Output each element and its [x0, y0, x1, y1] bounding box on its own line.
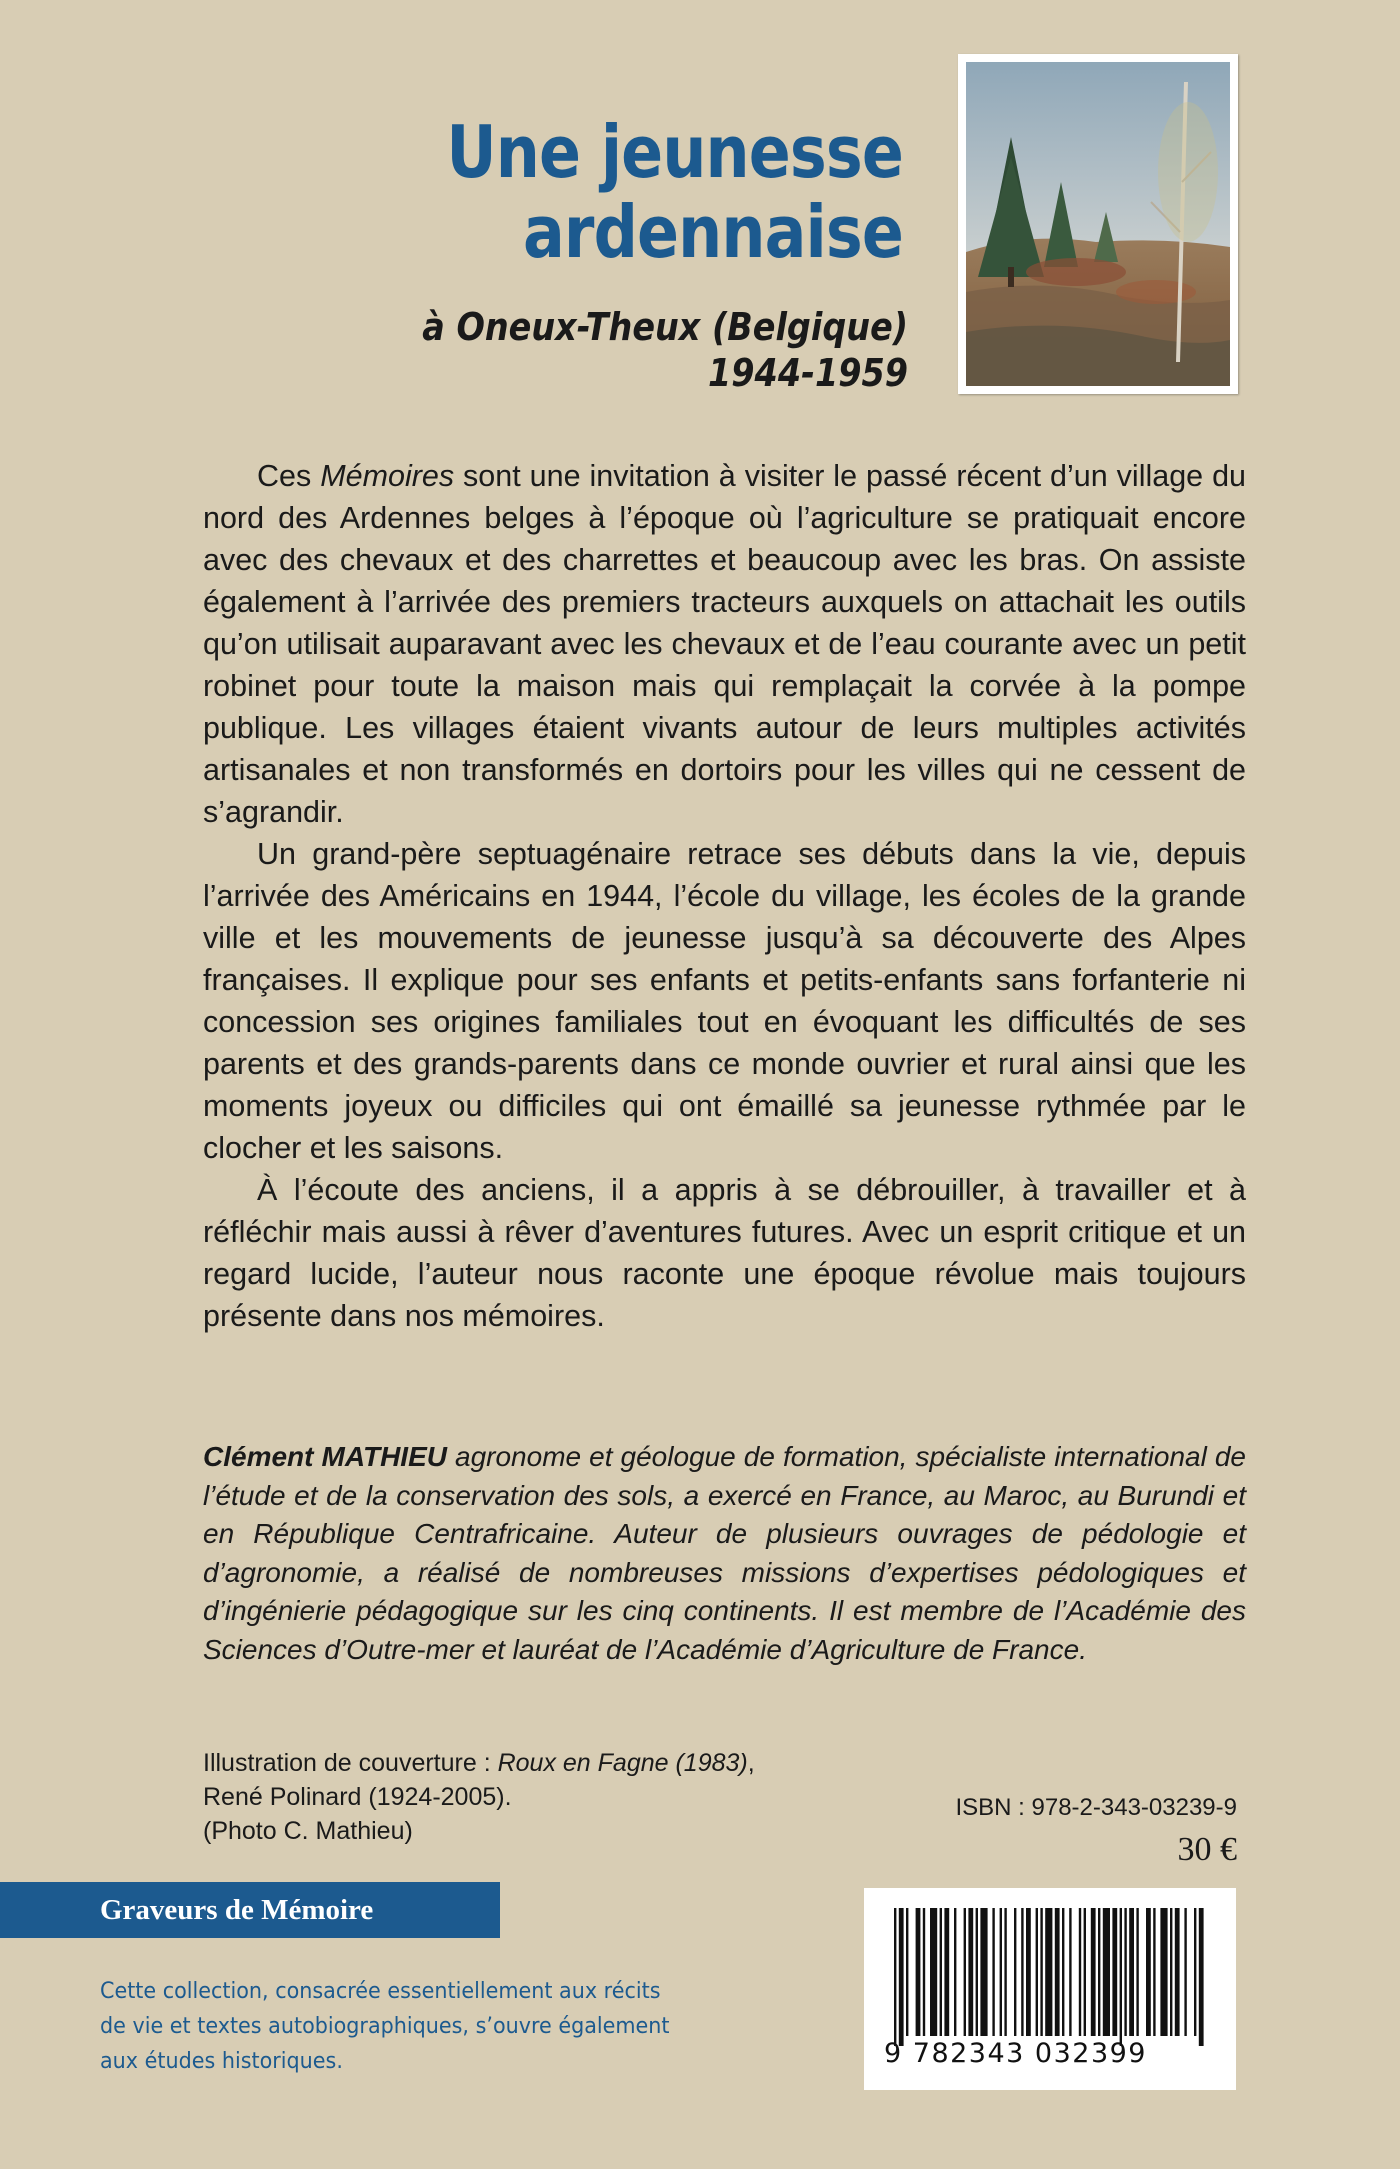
barcode-bar [1026, 1908, 1031, 2036]
barcode-bar [1199, 1908, 1204, 2046]
author-bio [203, 1438, 1246, 1669]
credit-work: Roux en Fagne (1983) [497, 1749, 748, 1777]
barcode-bar [894, 1908, 896, 2046]
blurb-paragraph-1 [203, 455, 1246, 833]
barcode-bar [1120, 1908, 1122, 2046]
collection-banner [0, 1882, 500, 1938]
title-line-2: ardennaise [522, 190, 903, 274]
barcode-bar [964, 1908, 966, 2036]
credit-photo: (Photo C. Mathieu) [203, 1817, 413, 1845]
barcode-bar [954, 1908, 956, 2036]
subtitle-line-2: 1944-1959 [707, 351, 908, 395]
barcode-bar [1153, 1908, 1155, 2036]
barcode-bar [1084, 1908, 1086, 2036]
barcode-bar [1021, 1908, 1023, 2036]
barcode-bar [1124, 1908, 1126, 2036]
price: 30 € [1177, 1831, 1237, 1868]
barcode-bar [976, 1908, 978, 2036]
book-title [446, 112, 903, 272]
barcode-bar [1103, 1908, 1110, 2036]
blurb-p1-start: Ces [257, 459, 321, 493]
barcode-bar [916, 1908, 921, 2036]
blurb-paragraph-3: À l’écoute des anciens, il a appris à se débrouiller, à travailler et à réfléchir mais aussi à rêver d’aventures futures. Avec un esprit critique et un regard lucide, l’auteur nous raconte une époque révolue mais toujours présente dans nos mémoires. [203, 1173, 1246, 1333]
barcode-bar [1055, 1908, 1060, 2036]
barcode-bar [1170, 1908, 1172, 2036]
barcode-bar [1175, 1908, 1180, 2036]
barcode-bar [1146, 1908, 1151, 2036]
landscape-painting-image [966, 62, 1230, 386]
barcode-bar [1136, 1908, 1138, 2036]
credit-comma: , [747, 1749, 755, 1777]
barcode-bar [930, 1908, 937, 2036]
blurb-p1-italic: Mémoires [320, 459, 455, 493]
barcode-bar [1079, 1908, 1081, 2036]
blurb [203, 455, 1246, 1337]
barcode-bar [1194, 1908, 1196, 2036]
barcode-bar [1000, 1908, 1002, 2036]
credit-artist: René Polinard (1924-2005). [203, 1783, 512, 1811]
blurb-paragraph-2: Un grand-père septuagénaire retrace ses débuts dans la vie, depuis l’arrivée des Américains en 1944, l’école du village, les écoles de la grande ville et les mouvements de jeunesse jusqu’à sa découverte des Alpes françaises. Il explique pour ses enfants et petits-enfants sans forfanterie ni concession ses origines familiales tout en évoquant les difficultés de ses parents et des grands-parents dans ce monde ouvrier et rural ainsi que les moments joyeux ou difficiles qui ont émaillé sa jeunesse rythmée par le clocher et les saisons. [203, 837, 1246, 1165]
title-line-1: Une jeunesse [446, 110, 903, 194]
cover-painting [958, 54, 1238, 394]
barcode [864, 1888, 1236, 2090]
subtitle-line-1: à Oneux-Theux (Belgique) [422, 305, 908, 349]
barcode-bar [968, 1908, 973, 2036]
barcode-bar [1098, 1908, 1100, 2036]
barcode-bar [992, 1908, 994, 2036]
collection-line-3: aux études historiques. [100, 2048, 343, 2074]
barcode-bar [980, 1908, 987, 2036]
barcode-bar [1040, 1908, 1042, 2036]
barcode-bar [1045, 1908, 1052, 2036]
barcode-bar [1036, 1908, 1038, 2036]
barcode-bar [1091, 1908, 1096, 2036]
illustration-credit [203, 1746, 755, 1848]
subtitle [422, 304, 908, 396]
collection-name: Graveurs de Mémoire [100, 1894, 374, 1926]
barcode-bar [940, 1908, 942, 2036]
barcode-bar [1014, 1908, 1016, 2036]
barcode-bar [906, 1908, 908, 2036]
barcode-bar [923, 1908, 925, 2036]
isbn: ISBN : 978-2-343-03239-9 [955, 1794, 1237, 1821]
barcode-bar [1004, 1908, 1006, 2036]
credit-label: Illustration de couverture : [203, 1749, 498, 1777]
barcode-bar [944, 1908, 949, 2036]
collection-line-1: Cette collection, consacrée essentiellement aux récits [100, 1978, 661, 2004]
barcode-digits: 9 782343 032399 [884, 2038, 1147, 2069]
author-bio-text: agronome et géologue de formation, spécialiste international de l’étude et de la conservation des sols, a exercé en France, au Maroc, au Burundi et en République Centrafricaine. Auteur de plusieurs ouvrages de pédologie et d’agronomie, a réalisé de nombreuses missions d’expertises pédologiques et d’ingénierie pédagogique sur les cinq continents. Il est membre de l’Académie des Sciences d’Outre-mer et lauréat de l’Académie d’Agriculture de France. [203, 1441, 1247, 1665]
author-name: Clément MATHIEU [203, 1441, 447, 1472]
blurb-p1-rest: sont une invitation à visiter le passé récent d’un village du nord des Ardennes belges à l’époque où l’agriculture se pratiquait encore avec des chevaux et des charrettes et beaucoup avec les bras. On assiste également à l’arrivée des premiers tracteurs auxquels on attachait les outils qu’on utilisait auparavant avec les chevaux et de l’eau courante avec un petit robinet pour toute la maison mais qui remplaçait la corvée à la pompe publique. Les villages étaient vivants autour de leurs multiples activités artisanales et non transformés en dortoirs pour les villes qui ne cessent de s’agrandir. [203, 459, 1247, 829]
collection-description [100, 1974, 720, 2079]
barcode-bar [1129, 1908, 1134, 2036]
barcode-bar [1160, 1908, 1167, 2036]
barcode-bar [1069, 1908, 1071, 2036]
barcode-bar [1112, 1908, 1117, 2036]
barcode-bar [1184, 1908, 1186, 2036]
collection-line-2: de vie et textes autobiographiques, s’ouvre également [100, 2013, 670, 2039]
credit-line-1 [203, 1746, 755, 1780]
barcode-bar [899, 1908, 904, 2046]
barcode-bar [1062, 1908, 1064, 2036]
